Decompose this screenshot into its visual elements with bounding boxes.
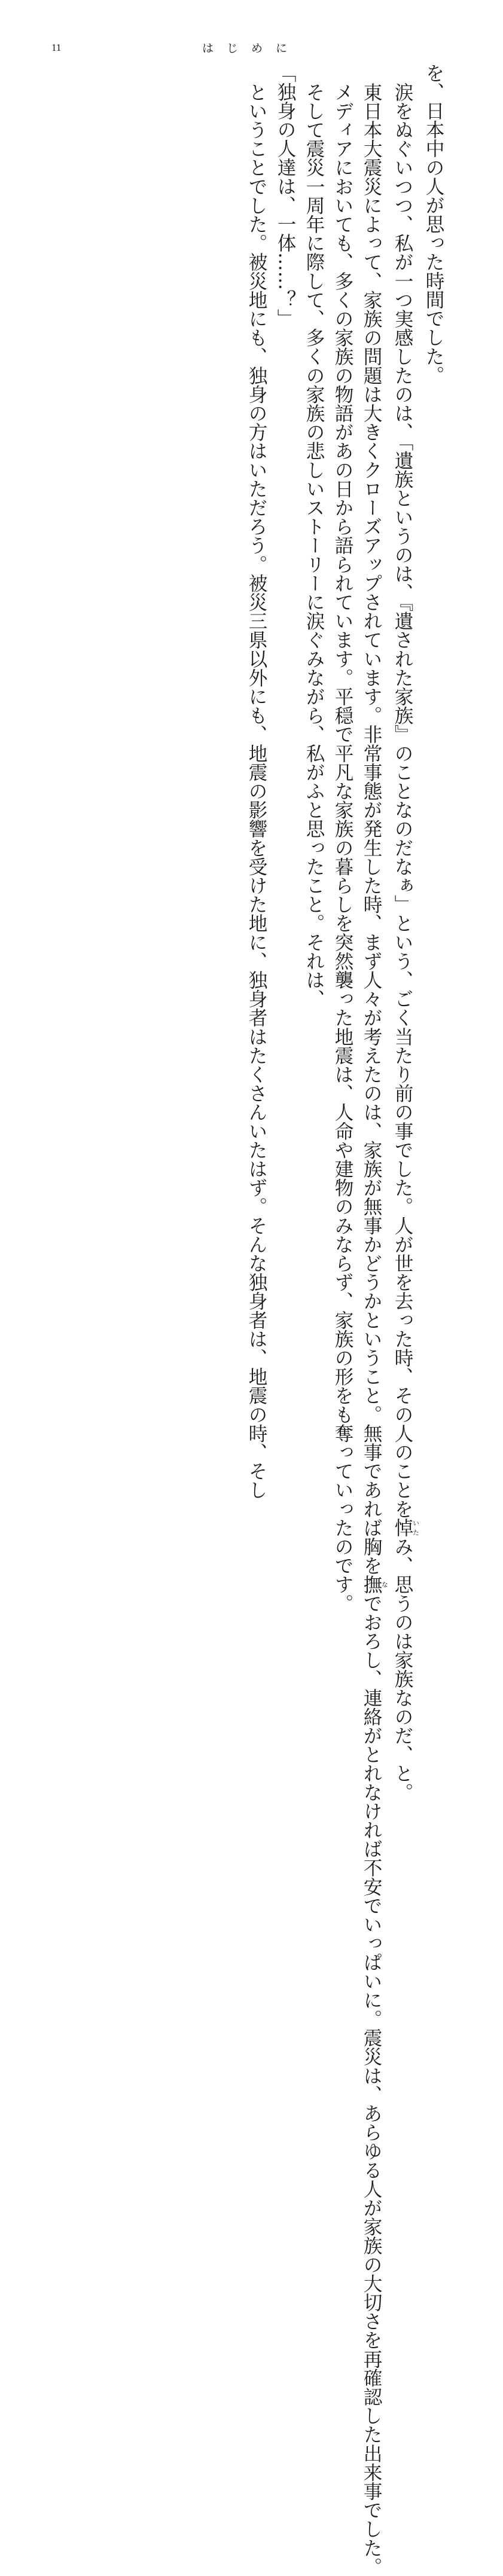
paragraph-2-text-a: 涙をぬぐいつつ、私が一つ実感したのは、「遺族というのは、『遺された家族』のことなのだなぁ」という、ごく当たり前の事でした。人が世を去った時、その人のことを (392, 82, 413, 1518)
ruby-naderu (361, 1575, 389, 1594)
paragraph-3 (357, 63, 389, 2576)
ruby-itami (392, 1518, 420, 1537)
paragraph-4: メディアにおいても、多くの家族の物語があの日から語られています。平穏で平凡な家族の暮らしを突然襲った地震は、人命や建物のみならず、家族の形をも奪っていったのです。 (332, 82, 353, 1613)
ruby-itami-base: 悼 (392, 1518, 413, 1537)
paragraph-5: そして震災一周年に際して、多くの家族の悲しいストーリーに涙ぐみながら、私がふと思ったこと。それは、 (303, 82, 325, 1008)
paragraph-1: を、日本中の人が思った時間でした。 (423, 63, 444, 385)
paragraph-7: ということでした。被災地にも、独身の方はいただろう。被災三県以外にも、地震の影響を受けた地に、独身者はたくさんいたはず。そんな独身者は、地震の時、そし (246, 82, 267, 1499)
paragraph-3-text-b: でおろし、連絡がとれなければ不安でいっぱいに。震災は、あらゆる人が家族の大切さを再確認した出来事でした。 (361, 1593, 382, 2576)
ruby-itami-reading: いた (411, 1518, 420, 1537)
page-number: 11 (51, 42, 62, 53)
running-head: はじめに (202, 42, 301, 55)
paragraph-3-text-a: 東日本大震災によって、家族の問題は大きくクローズアップされています。非常事態が発生した時、まず人々が考えたのは、家族が無事かどうかということ。無事であれば胸を (361, 82, 382, 1575)
ruby-naderu-reading: な (380, 1575, 389, 1594)
paragraph-2-text-b: み、思うのは家族なのだ、と。 (392, 1536, 413, 1802)
paragraph-2 (388, 63, 420, 1802)
ruby-naderu-base: 撫 (361, 1575, 382, 1594)
body-text (242, 63, 448, 2576)
paragraph-6-quote: 「独身の人達は、一体……？」 (275, 63, 296, 328)
